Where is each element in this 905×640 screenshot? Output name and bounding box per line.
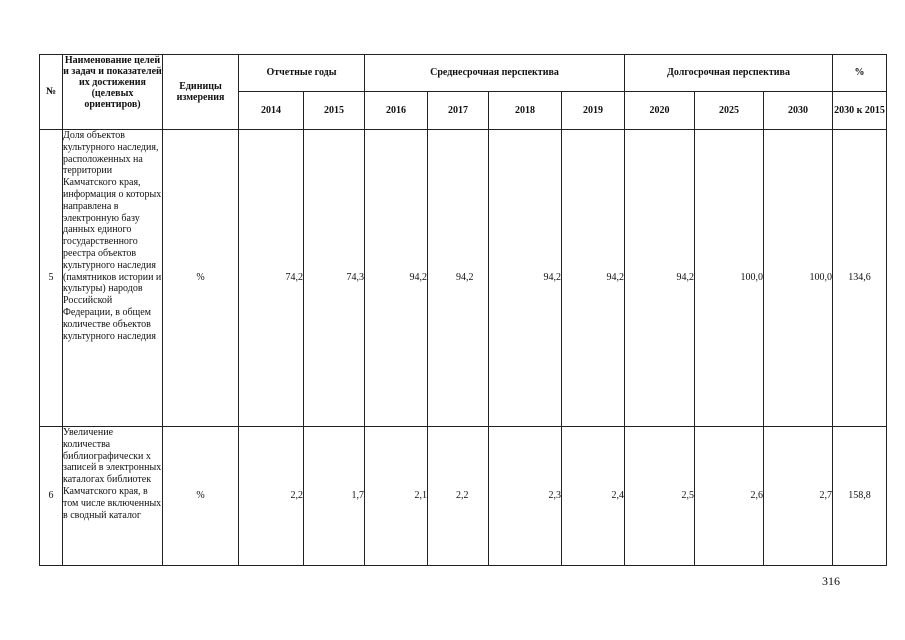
row-value: 94,2 <box>625 130 695 427</box>
header-year: 2019 <box>562 92 625 130</box>
row-pct: 134,6 <box>833 130 887 427</box>
row-value: 2,6 <box>695 427 764 566</box>
header-year: 2018 <box>489 92 562 130</box>
header-pct-label: 2030 к 2015 <box>833 92 887 130</box>
row-value: 2,5 <box>625 427 695 566</box>
row-value: 100,0 <box>695 130 764 427</box>
row-value: 2,7 <box>764 427 833 566</box>
row-value: 2,3 <box>489 427 562 566</box>
header-year: 2020 <box>625 92 695 130</box>
header-group-long: Долгосрочная перспектива <box>625 55 833 92</box>
row-num: 5 <box>40 130 63 427</box>
row-value: 100,0 <box>764 130 833 427</box>
header-group-pct: % <box>833 55 887 92</box>
indicators-table <box>39 54 887 566</box>
header-year: 2016 <box>365 92 428 130</box>
row-unit: % <box>163 130 239 427</box>
table-row <box>40 427 887 566</box>
header-year: 2015 <box>304 92 365 130</box>
header-year: 2030 <box>764 92 833 130</box>
row-pct: 158,8 <box>833 427 887 566</box>
header-group-mid: Среднесрочная перспектива <box>365 55 625 92</box>
page-number: 316 <box>822 574 840 588</box>
row-value: 74,3 <box>304 130 365 427</box>
header-num: № <box>40 55 63 130</box>
row-value: 74,2 <box>239 130 304 427</box>
row-value: 2,2 <box>239 427 304 566</box>
row-value: 94,2 <box>365 130 428 427</box>
header-name: Наименование целей и задач и показателей их достижения (целевых ориентиров) <box>63 55 163 130</box>
row-value: 94,2 <box>562 130 625 427</box>
header-unit: Единицы измерения <box>163 55 239 130</box>
row-unit: % <box>163 427 239 566</box>
row-value: 2,2 <box>428 427 489 566</box>
row-value: 94,2 <box>428 130 489 427</box>
row-value: 1,7 <box>304 427 365 566</box>
row-num: 6 <box>40 427 63 566</box>
row-value: 2,4 <box>562 427 625 566</box>
header-year: 2017 <box>428 92 489 130</box>
header-group-report: Отчетные годы <box>239 55 365 92</box>
row-value: 2,1 <box>365 427 428 566</box>
header-year: 2025 <box>695 92 764 130</box>
row-name: Доля объектов культурного наследия, расположенных на территории Камчатского края, информация о которых направлена в электронную базу данных единого государственного реестра объектов культурного наследия (памятников истории и культуры) народов Российской Федерации, в общем количестве объектов культурного наследия <box>63 130 163 427</box>
table-row <box>40 130 887 427</box>
header-year: 2014 <box>239 92 304 130</box>
row-value: 94,2 <box>489 130 562 427</box>
row-name: Увеличение количества библиографически х записей в электронных каталогах библиотек Камчатского края, в том числе включенных в сводный каталог <box>63 427 163 566</box>
